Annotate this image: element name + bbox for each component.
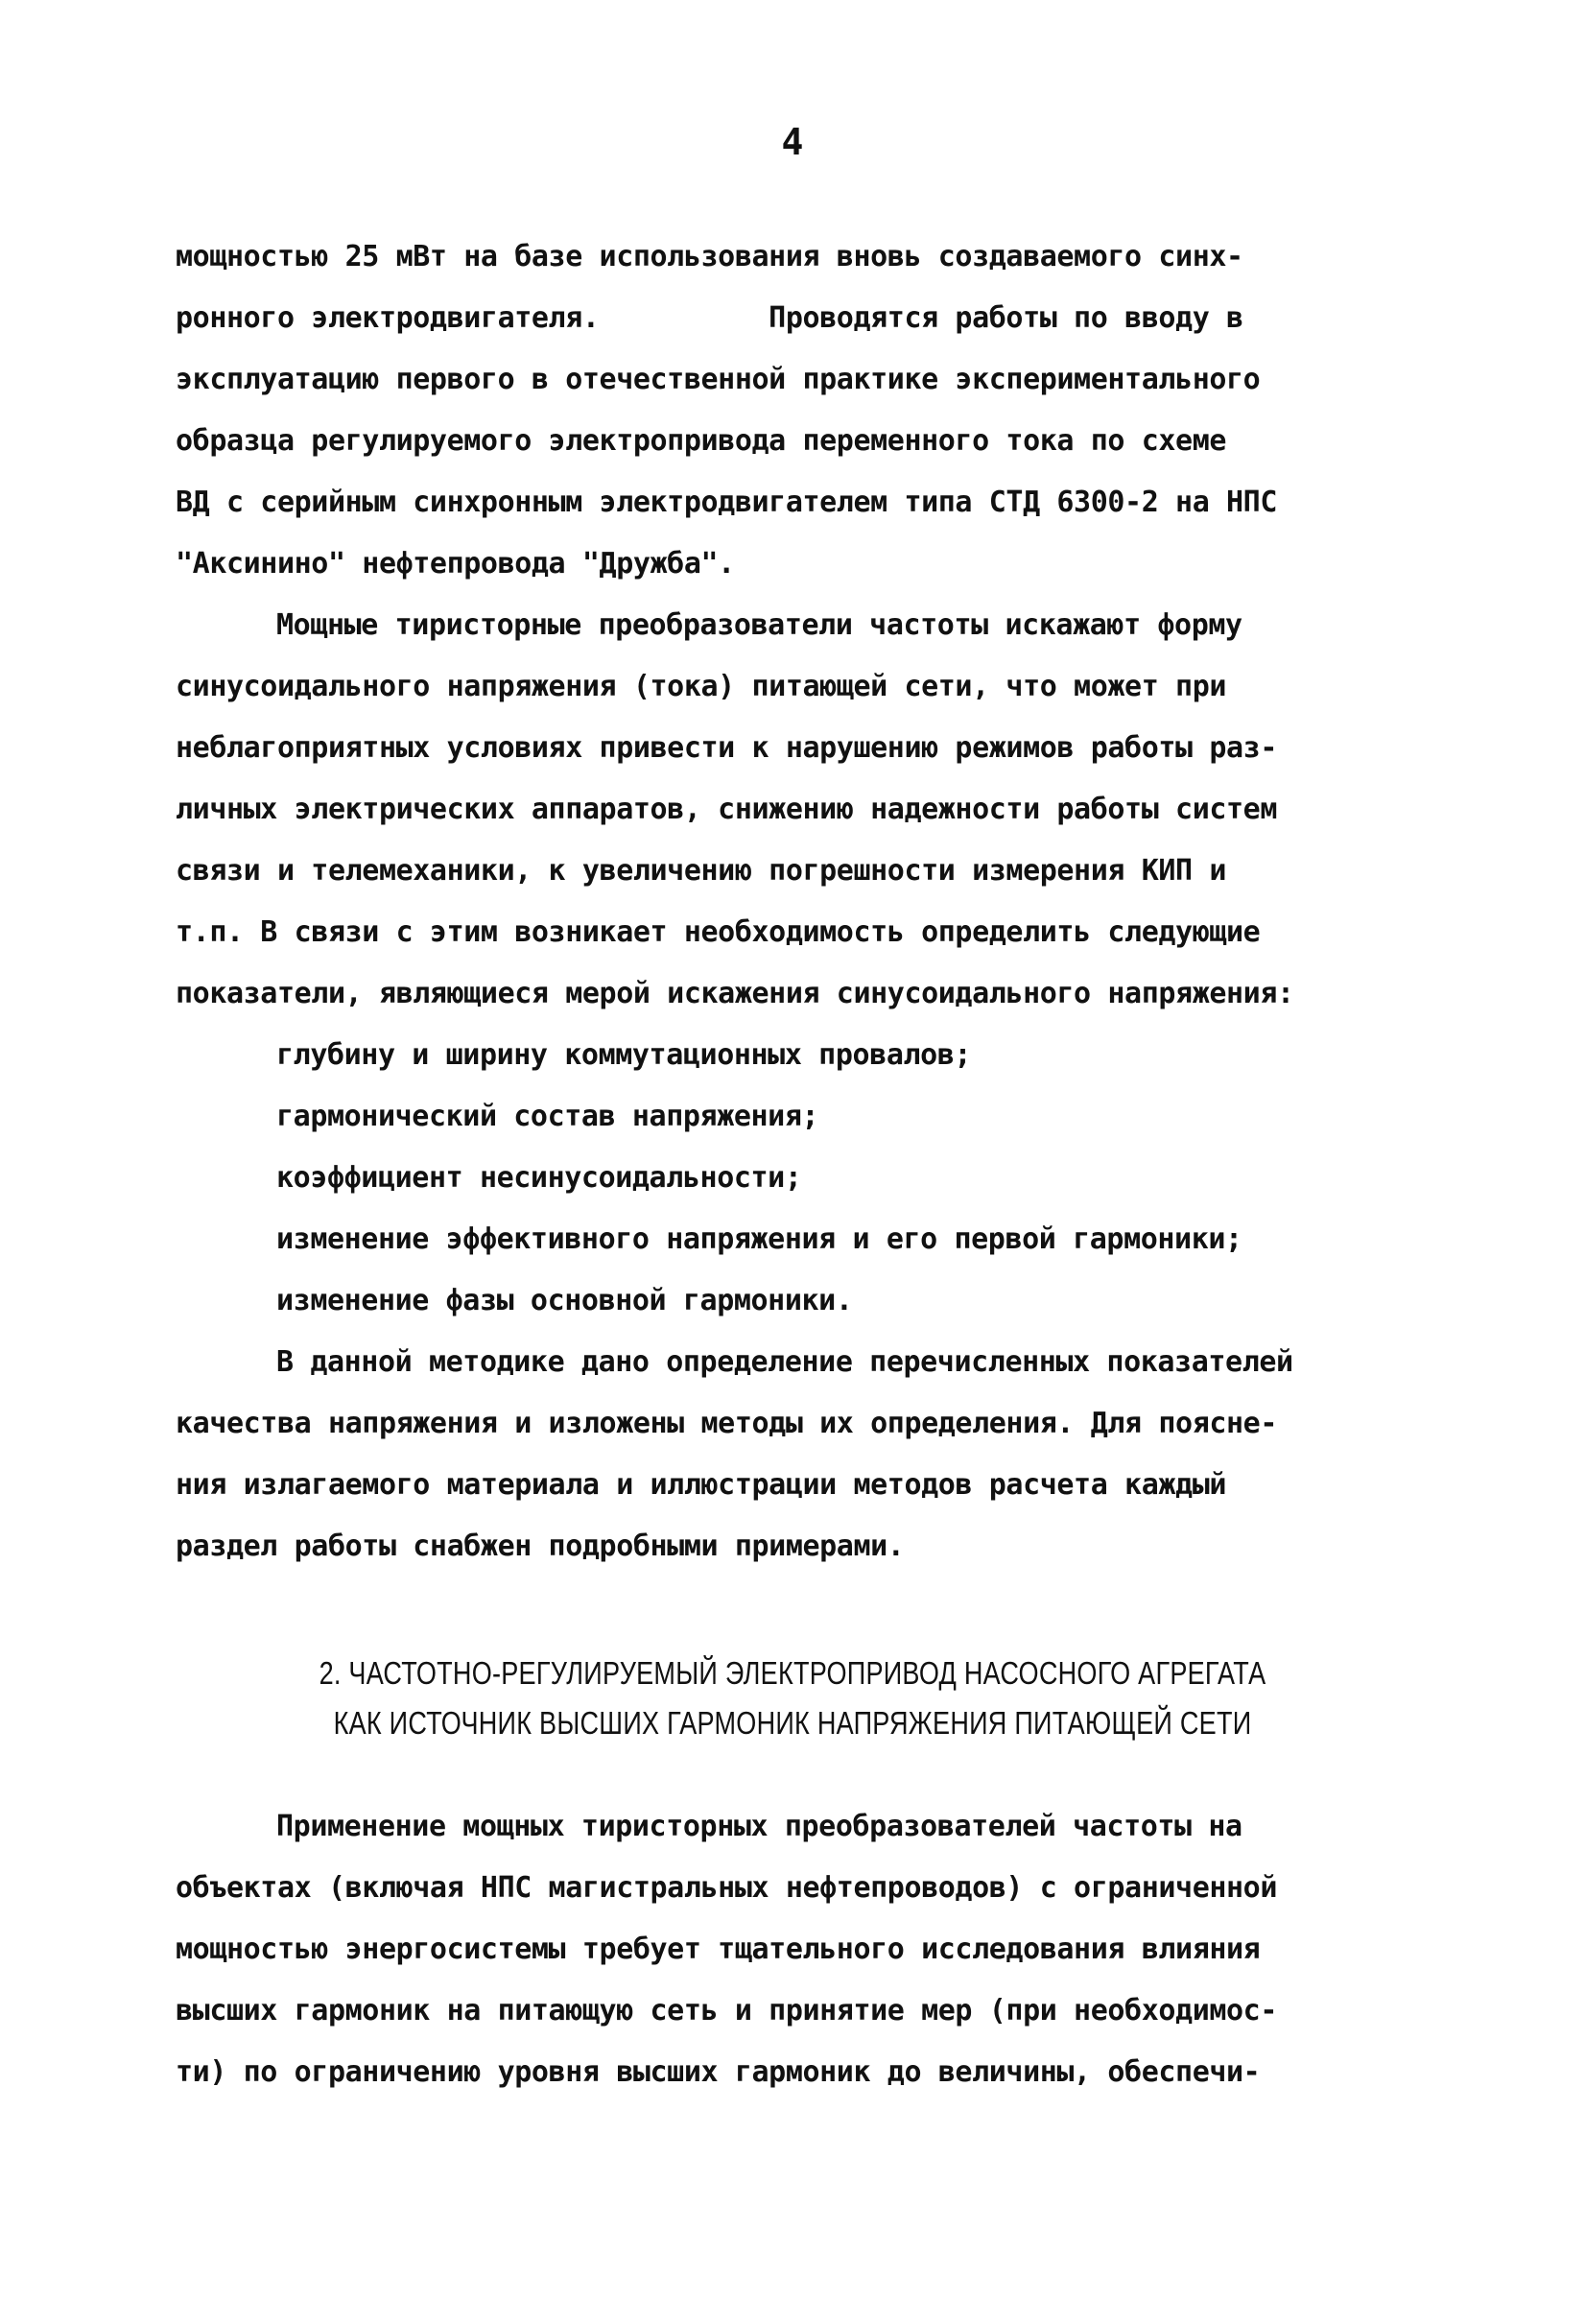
heading-line: КАК ИСТОЧНИК ВЫСШИХ ГАРМОНИК НАПРЯЖЕНИЯ ПИТАЮЩЕЙ СЕТИ (333, 1705, 1252, 1741)
text-line: неблагоприятных условиях привести к нарушению режимов работы раз- (176, 731, 1277, 765)
indicator-list (176, 1025, 1452, 1332)
page-number: 4 (781, 121, 804, 163)
text-line: высших гармоник на питающую сеть и принятие мер (при необходимос- (176, 1994, 1277, 2028)
heading-line: 2. ЧАСТОТНО-РЕГУЛИРУЕМЫЙ ЭЛЕКТРОПРИВОД НАСОСНОГО АГРЕГАТА (319, 1655, 1266, 1691)
paragraph-application (176, 1796, 1452, 2103)
text-line: ВД с серийным синхронным электродвигателем типа СТД 6300-2 на НПС (176, 486, 1277, 519)
paragraph-distortion (176, 595, 1452, 1025)
text-line: Применение мощных тиристорных преобразователей частоты на (276, 1810, 1242, 1843)
text-line: образца регулируемого электропривода переменного тока по схеме (176, 424, 1227, 458)
text-line: В данной методике дано определение перечисленных показателей (276, 1345, 1293, 1379)
list-item: глубину и ширину коммутационных провалов; (276, 1038, 972, 1072)
text-line: эксплуатацию первого в отечественной практике экспериментального (176, 363, 1261, 396)
text-line: показатели, являющиеся мерой искажения синусоидального напряжения: (176, 977, 1294, 1010)
text-line: мощностью 25 мВт на базе использования вновь создаваемого синх- (176, 240, 1243, 273)
paragraph-method (176, 1332, 1452, 1577)
text-line: Мощные тиристорные преобразователи частоты искажают форму (276, 608, 1242, 642)
text-line: синусоидального напряжения (тока) питающей сети, что может при (176, 670, 1227, 703)
text-line: связи и телемеханики, к увеличению погрешности измерения КИП и (176, 854, 1227, 888)
list-item: гармонический состав напряжения; (276, 1100, 819, 1133)
text-line: объектах (включая НПС магистральных нефтепроводов) с ограниченной (176, 1871, 1277, 1905)
paragraph-intro-continuation (176, 226, 1452, 595)
text-line: раздел работы снабжен подробными примерами. (176, 1530, 905, 1563)
list-item: изменение эффективного напряжения и его первой гармоники; (276, 1222, 1242, 1256)
list-item: изменение фазы основной гармоники. (276, 1284, 853, 1317)
text-line: ния излагаемого материала и иллюстрации методов расчета каждый (176, 1468, 1227, 1502)
text-line: качества напряжения и изложены методы их определения. Для поясне- (176, 1407, 1277, 1440)
text-line: т.п. В связи с этим возникает необходимость определить следующие (176, 915, 1261, 949)
text-line: "Аксинино" нефтепровода "Дружба". (176, 547, 735, 581)
text-line: личных электрических аппаратов, снижению надежности работы систем (176, 793, 1277, 826)
text-line: ти) по ограничению уровня высших гармоник до величины, обеспечи- (176, 2055, 1261, 2089)
list-item: коэффициент несинусоидальности; (276, 1161, 802, 1195)
section-heading (143, 1648, 1443, 1748)
text-line: мощностью энергосистемы требует тщательного исследования влияния (176, 1933, 1261, 1966)
text-line: ронного электродвигателя. Проводятся работы по вводу в (176, 301, 1243, 335)
